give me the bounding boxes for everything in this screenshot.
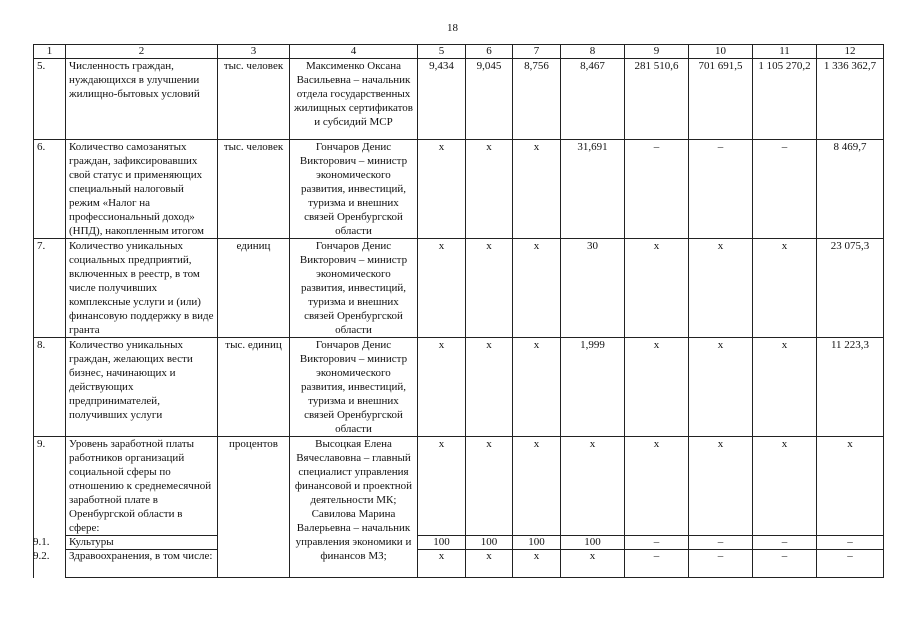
responsible-person: Высоцкая Елена Вячеславовна – главный специалист управления финансовой и проектной деятельности МК; Савилова Марина Валерьевна – начальник управления экономики и финансов МЗ; (290, 437, 418, 578)
row-number: 6. (34, 140, 66, 239)
table-row (34, 140, 884, 239)
value-cell: 9,434 (418, 59, 466, 140)
subrow-label: Здравоохранения, в том числе: (69, 550, 213, 562)
row-number: 9. (34, 437, 66, 578)
column-number: 6 (466, 45, 513, 59)
value-cell: x (753, 437, 817, 536)
value-cell: x (513, 140, 561, 239)
value-cell: x (513, 239, 561, 338)
value-cell: 30 (561, 239, 625, 338)
column-number: 3 (218, 45, 290, 59)
table-row (34, 536, 884, 550)
value-cell: x (561, 550, 625, 578)
value-cell: x (753, 239, 817, 338)
indicator-name (33, 536, 218, 550)
value-cell: – (689, 536, 753, 550)
subrow-number: 9.2. (33, 550, 50, 562)
value-cell: 1 336 362,7 (817, 59, 884, 140)
value-cell: 31,691 (561, 140, 625, 239)
value-cell: – (753, 140, 817, 239)
responsible-person: Гончаров Денис Викторович – министр экономического развития, инвестиций, туризма и внешних связей Оренбургской области (290, 140, 418, 239)
value-cell: 100 (513, 536, 561, 550)
unit-of-measure: единиц (218, 239, 290, 338)
value-cell: 1 105 270,2 (753, 59, 817, 140)
value-cell: x (418, 239, 466, 338)
table-row (34, 437, 884, 536)
value-cell: – (689, 140, 753, 239)
value-cell: – (625, 536, 689, 550)
table-row (34, 239, 884, 338)
table-row (34, 338, 884, 437)
value-cell: 100 (466, 536, 513, 550)
value-cell: 100 (418, 536, 466, 550)
value-cell: x (418, 140, 466, 239)
value-cell: x (689, 338, 753, 437)
unit-of-measure: тыс. человек (218, 59, 290, 140)
value-cell: 11 223,3 (817, 338, 884, 437)
unit-of-measure: тыс. человек (218, 140, 290, 239)
subrow-label: Культуры (69, 536, 114, 548)
value-cell: – (625, 550, 689, 578)
value-cell: x (689, 239, 753, 338)
value-cell: – (753, 536, 817, 550)
value-cell: 8 469,7 (817, 140, 884, 239)
responsible-person: Максименко Оксана Васильевна – начальник отдела государственных жилищных сертификатов и субсидий МСР (290, 59, 418, 140)
subrow-number: 9.1. (33, 536, 50, 548)
value-cell: x (625, 437, 689, 536)
value-cell: x (689, 437, 753, 536)
value-cell: x (466, 338, 513, 437)
value-cell: 701 691,5 (689, 59, 753, 140)
column-number: 5 (418, 45, 466, 59)
value-cell: x (513, 338, 561, 437)
indicator-name (33, 550, 218, 578)
value-cell: 8,467 (561, 59, 625, 140)
indicator-name: Количество уникальных социальных предприятий, включенных в реестр, в том числе получивших комплексные услуги и (или) финансовую поддержку в виде гранта (66, 239, 218, 338)
column-number: 12 (817, 45, 884, 59)
unit-of-measure: процентов (218, 437, 290, 578)
indicator-table (33, 44, 884, 578)
value-cell: x (466, 437, 513, 536)
column-number: 1 (34, 45, 66, 59)
value-cell: 100 (561, 536, 625, 550)
column-number: 7 (513, 45, 561, 59)
value-cell: x (418, 550, 466, 578)
table-row (34, 550, 884, 578)
column-number: 11 (753, 45, 817, 59)
column-number: 9 (625, 45, 689, 59)
value-cell: 8,756 (513, 59, 561, 140)
table-row (34, 59, 884, 140)
indicator-name: Уровень заработной платы работников организаций социальной сферы по отношению к среднемесячной заработной плате в Оренбургской области в сфере: (66, 437, 218, 536)
indicator-name: Количество уникальных граждан, желающих вести бизнес, начинающих и действующих предпринимателей, получивших услуги (66, 338, 218, 437)
page-number: 18 (447, 22, 458, 34)
value-cell: 281 510,6 (625, 59, 689, 140)
value-cell: 1,999 (561, 338, 625, 437)
value-cell: x (561, 437, 625, 536)
value-cell: x (466, 239, 513, 338)
value-cell: x (817, 437, 884, 536)
column-number: 8 (561, 45, 625, 59)
responsible-person: Гончаров Денис Викторович – министр экономического развития, инвестиций, туризма и внешних связей Оренбургской области (290, 239, 418, 338)
value-cell: x (513, 437, 561, 536)
value-cell: x (418, 437, 466, 536)
value-cell: – (817, 536, 884, 550)
value-cell: x (625, 338, 689, 437)
value-cell: x (753, 338, 817, 437)
value-cell: x (466, 550, 513, 578)
row-number: 8. (34, 338, 66, 437)
column-number: 10 (689, 45, 753, 59)
value-cell: 9,045 (466, 59, 513, 140)
responsible-person: Гончаров Денис Викторович – министр экономического развития, инвестиций, туризма и внешних связей Оренбургской области (290, 338, 418, 437)
value-cell: x (418, 338, 466, 437)
row-number: 5. (34, 59, 66, 140)
row-number: 7. (34, 239, 66, 338)
value-cell: – (625, 140, 689, 239)
value-cell: 23 075,3 (817, 239, 884, 338)
column-number: 4 (290, 45, 418, 59)
value-cell: – (817, 550, 884, 578)
value-cell: x (625, 239, 689, 338)
indicator-name: Количество самозанятых граждан, зафиксировавших свой статус и применяющих специальный налоговый режим «Налог на профессиональный доход» (НПД), накопленным итогом (66, 140, 218, 239)
column-number: 2 (66, 45, 218, 59)
value-cell: – (753, 550, 817, 578)
value-cell: x (513, 550, 561, 578)
column-number-row (34, 45, 884, 59)
unit-of-measure: тыс. единиц (218, 338, 290, 437)
value-cell: x (466, 140, 513, 239)
value-cell: – (689, 550, 753, 578)
indicator-name: Численность граждан, нуждающихся в улучшении жилищно-бытовых условий (66, 59, 218, 140)
